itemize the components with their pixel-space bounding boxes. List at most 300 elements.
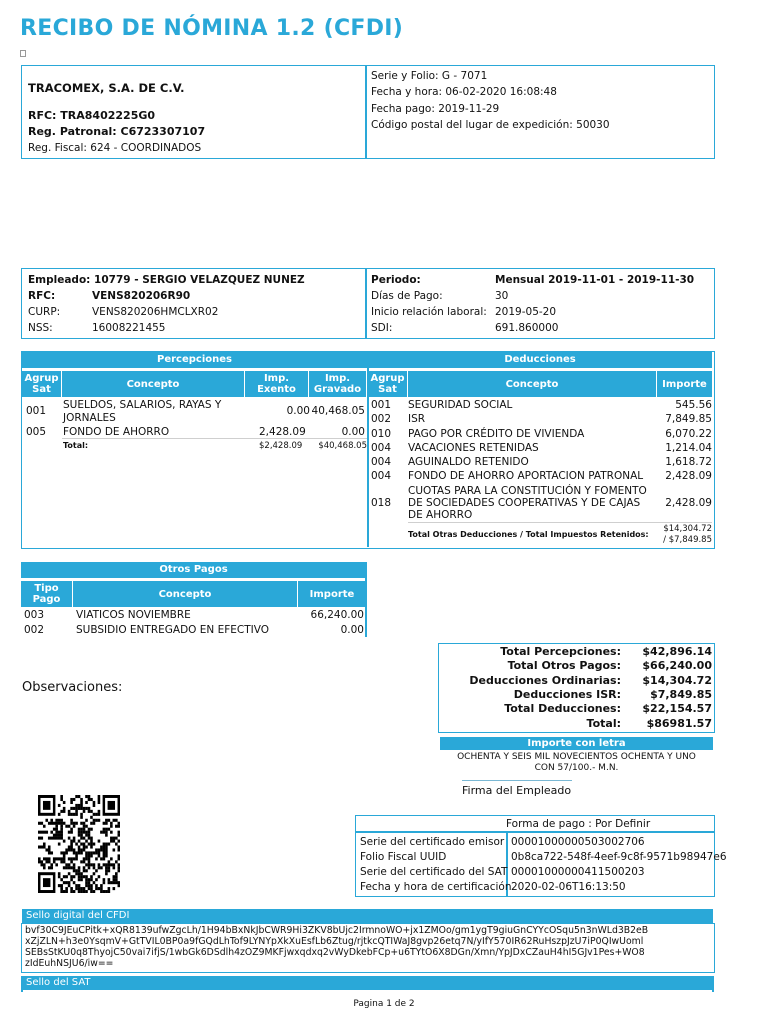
qr-module <box>68 837 71 840</box>
qr-module <box>38 857 41 860</box>
sello-cfdi-title: Sello digital del CFDI <box>26 910 130 921</box>
qr-module <box>78 866 81 869</box>
qr-module <box>115 819 118 822</box>
qr-module <box>83 837 86 840</box>
qr-module <box>98 887 101 890</box>
qr-module <box>85 890 88 893</box>
qr-module <box>60 834 63 837</box>
qr-module <box>88 860 91 863</box>
qr-module <box>110 825 113 828</box>
qr-module <box>60 795 63 798</box>
qr-module <box>88 834 91 837</box>
perc-row-1-agrup: 001 <box>26 405 47 417</box>
qr-module <box>78 845 81 848</box>
qr-module <box>83 810 86 813</box>
qr-module <box>98 798 101 801</box>
qr-module <box>80 801 83 804</box>
qr-module <box>75 822 78 825</box>
qr-module <box>90 828 93 831</box>
qr-module <box>63 875 66 878</box>
qr-module <box>98 819 101 822</box>
deduc-row-concepto: SEGURIDAD SOCIAL <box>408 399 513 411</box>
qr-module <box>108 878 111 881</box>
deduc-row-7-importe: 2,428.09 <box>665 497 712 509</box>
qr-module <box>45 848 48 851</box>
cert-row-1-label: Serie del certificado emisor <box>360 836 505 848</box>
qr-module <box>95 848 98 851</box>
qr-module <box>105 848 108 851</box>
qr-module <box>108 828 111 831</box>
cert-row-3-value: 00001000000411500203 <box>511 866 645 878</box>
qr-module <box>108 866 111 869</box>
qr-module <box>80 872 83 875</box>
nss-label: NSS: <box>28 322 53 334</box>
qr-module <box>63 840 66 843</box>
qr-module <box>75 810 78 813</box>
qr-module <box>73 825 76 828</box>
fecha-pago: Fecha pago: 2019-11-29 <box>371 103 500 115</box>
perc-total-label: Total: <box>63 441 89 450</box>
qr-module <box>73 881 76 884</box>
qr-module <box>98 813 101 816</box>
qr-module <box>83 845 86 848</box>
qr-module <box>60 822 63 825</box>
empleado-box <box>21 268 715 339</box>
otros-pagos-title: Otros Pagos <box>21 562 366 578</box>
qr-module <box>113 848 116 851</box>
qr-module <box>83 866 86 869</box>
otros-row-1-importe: 66,240.00 <box>310 609 364 621</box>
qr-module <box>65 890 68 893</box>
qr-module <box>98 801 101 804</box>
deduc-total-rule <box>408 522 712 523</box>
qr-module <box>70 798 73 801</box>
qr-module <box>65 863 68 866</box>
perc-row-2-concepto: FONDO DE AHORRO <box>63 426 170 438</box>
qr-module <box>78 887 81 890</box>
periodo-value: Mensual 2019-11-01 - 2019-11-30 <box>495 274 695 286</box>
qr-module <box>65 825 68 828</box>
qr-module <box>93 801 96 804</box>
perc-col-gravado: Imp. Gravado <box>309 371 367 397</box>
qr-module <box>85 831 88 834</box>
qr-module <box>80 822 83 825</box>
qr-module <box>80 804 83 807</box>
qr-module <box>95 869 98 872</box>
qr-module <box>55 863 58 866</box>
qr-module <box>60 890 63 893</box>
deduc-row-agrup: 010 <box>371 428 392 440</box>
qr-module <box>63 890 66 893</box>
qr-module <box>98 863 101 866</box>
qr-module <box>78 872 81 875</box>
otros-col-concepto: Concepto <box>73 581 298 607</box>
qr-module <box>88 807 91 810</box>
qr-module <box>78 807 81 810</box>
qr-module <box>78 869 81 872</box>
qr-module <box>113 881 116 884</box>
totales-value: $66,240.00 <box>642 659 712 673</box>
qr-module <box>98 854 101 857</box>
firma-line <box>462 780 572 781</box>
certificado-box <box>355 815 727 897</box>
qr-module <box>85 840 88 843</box>
qr-module <box>43 831 46 834</box>
qr-module <box>118 881 120 884</box>
qr-module <box>55 831 58 834</box>
qr-module <box>90 816 93 819</box>
qr-module <box>73 875 76 878</box>
qr-module <box>63 810 66 813</box>
qr-module <box>70 848 73 851</box>
qr-module <box>113 840 116 843</box>
qr-module <box>80 890 83 893</box>
qr-module <box>60 828 63 831</box>
qr-module <box>88 854 91 857</box>
deduc-row-importe: 7,849.85 <box>665 413 712 425</box>
qr-module <box>108 869 111 872</box>
qr-module <box>73 869 76 872</box>
qr-module <box>103 843 106 846</box>
qr-module <box>90 837 93 840</box>
qr-module <box>65 875 68 878</box>
qr-module <box>108 890 111 893</box>
perc-row-1-exento: 0.00 <box>286 405 310 417</box>
qr-module <box>85 854 88 857</box>
qr-module <box>105 854 108 857</box>
qr-module <box>40 845 43 848</box>
periodo-label: Periodo: <box>371 274 421 286</box>
deduc-row-importe: 545.56 <box>675 399 712 411</box>
sello-cfdi-header <box>22 909 713 923</box>
qr-module <box>115 878 118 881</box>
qr-module <box>70 807 73 810</box>
qr-module <box>93 872 96 875</box>
importe-letra-line1: OCHENTA Y SEIS MIL NOVECIENTOS OCHENTA Y UNO <box>457 752 696 762</box>
qr-module <box>118 845 120 848</box>
qr-module <box>60 887 63 890</box>
qr-module <box>53 828 56 831</box>
deduc-row-concepto: PAGO POR CRÉDITO DE VIVIENDA <box>408 428 585 440</box>
qr-module <box>63 851 66 854</box>
deduc-total-imp: / $7,849.85 <box>663 535 712 545</box>
qr-module <box>73 837 76 840</box>
qr-module <box>95 851 98 854</box>
qr-module <box>88 878 91 881</box>
totales-box <box>438 643 715 733</box>
qr-module <box>50 851 53 854</box>
qr-module <box>83 887 86 890</box>
cert-row-2-label: Folio Fiscal UUID <box>360 851 447 863</box>
qr-module <box>68 845 71 848</box>
qr-module <box>55 822 58 825</box>
perc-row-1-gravado: 40,468.05 <box>311 405 365 417</box>
qr-module <box>70 887 73 890</box>
qr-module <box>80 828 83 831</box>
qr-module <box>85 869 88 872</box>
perc-total-exento: $2,428.09 <box>259 441 303 451</box>
qr-module <box>110 881 113 884</box>
qr-module <box>113 887 116 890</box>
deduc-row-agrup: 004 <box>371 442 392 454</box>
qr-module <box>78 828 81 831</box>
curp-value: VENS820206HMCLXR02 <box>92 306 219 318</box>
qr-module <box>68 872 71 875</box>
qr-module <box>75 857 78 860</box>
deduc-row-concepto: ISR <box>408 413 426 425</box>
qr-module <box>115 872 118 875</box>
qr-module <box>80 887 83 890</box>
qr-module <box>55 825 58 828</box>
qr-module <box>115 843 118 846</box>
firma-label: Firma del Empleado <box>462 784 572 797</box>
qr-module <box>43 845 46 848</box>
qr-module <box>38 822 41 825</box>
qr-module <box>70 843 73 846</box>
qr-module <box>85 819 88 822</box>
qr-module <box>45 857 48 860</box>
qr-module <box>88 863 91 866</box>
deduc-row-7-line3: DE AHORRO <box>408 509 473 521</box>
qr-module <box>93 843 96 846</box>
qr-module <box>58 813 61 816</box>
qr-module <box>65 887 68 890</box>
qr-module <box>83 860 86 863</box>
qr-module <box>58 822 61 825</box>
codigo-postal: Código postal del lugar de expedición: 50030 <box>371 119 610 131</box>
qr-module <box>80 875 83 878</box>
qr-module <box>105 845 108 848</box>
qr-module <box>75 795 78 798</box>
totales-value: $14,304.72 <box>642 673 712 687</box>
qr-module <box>80 860 83 863</box>
qr-module <box>88 843 91 846</box>
qr-module <box>78 875 81 878</box>
qr-module <box>110 822 113 825</box>
qr-module <box>90 863 93 866</box>
qr-module <box>85 825 88 828</box>
qr-module <box>70 875 73 878</box>
deduc-row-agrup: 002 <box>371 413 392 425</box>
qr-module <box>118 825 120 828</box>
qr-module <box>103 822 106 825</box>
totales-value: $22,154.57 <box>642 702 712 716</box>
qr-module <box>93 804 96 807</box>
qr-module <box>88 881 91 884</box>
qr-module <box>60 819 63 822</box>
otros-row-2-tipo: 002 <box>24 624 45 636</box>
qr-module <box>73 890 76 893</box>
qr-module <box>118 869 120 872</box>
qr-module <box>90 887 93 890</box>
qr-module <box>68 810 71 813</box>
qr-module <box>63 881 66 884</box>
qr-module <box>38 831 41 834</box>
qr-module <box>98 866 101 869</box>
qr-module <box>83 857 86 860</box>
deduc-row-7-line2: DE SOCIEDADES COOPERATIVAS Y DE CAJAS <box>408 497 641 509</box>
totales-value: $42,896.14 <box>642 645 712 658</box>
qr-module <box>118 822 120 825</box>
qr-module <box>118 854 120 857</box>
qr-module <box>83 869 86 872</box>
qr-module <box>100 887 103 890</box>
qr-module <box>83 890 86 893</box>
qr-module <box>50 837 53 840</box>
otros-row-2-importe: 0.00 <box>340 624 364 636</box>
qr-module <box>105 831 108 834</box>
percepciones-title: Percepciones <box>22 352 367 368</box>
qr-module <box>70 845 73 848</box>
qr-module <box>95 887 98 890</box>
deduc-row-concepto: FONDO DE AHORRO APORTACION PATRONAL <box>408 470 644 482</box>
empleado-divider <box>365 269 367 338</box>
qr-module <box>93 851 96 854</box>
deduc-row-agrup: 004 <box>371 470 392 482</box>
qr-module <box>115 881 118 884</box>
totales-label: Deducciones ISR: <box>513 687 621 701</box>
qr-module <box>90 798 93 801</box>
totales-value: $7,849.85 <box>650 687 712 701</box>
qr-module <box>98 810 101 813</box>
qr-module <box>63 822 66 825</box>
qr-module <box>40 837 43 840</box>
qr-finder <box>108 801 115 810</box>
qr-module <box>88 837 91 840</box>
qr-module <box>85 845 88 848</box>
qr-module <box>100 831 103 834</box>
qr-module <box>118 857 120 860</box>
qr-module <box>75 813 78 816</box>
qr-module <box>90 810 93 813</box>
qr-module <box>103 851 106 854</box>
qr-module <box>65 881 68 884</box>
qr-module <box>103 848 106 851</box>
qr-module <box>78 884 81 887</box>
qr-module <box>38 837 41 840</box>
curp-label: CURP: <box>28 306 61 318</box>
qr-module <box>70 878 73 881</box>
qr-module <box>68 881 71 884</box>
qr-module <box>58 831 61 834</box>
totales-label: Total Percepciones: <box>500 645 621 658</box>
qr-module <box>100 884 103 887</box>
qr-module <box>85 851 88 854</box>
qr-module <box>113 863 116 866</box>
qr-module <box>63 801 66 804</box>
qr-module <box>75 872 78 875</box>
qr-module <box>70 819 73 822</box>
qr-finder <box>43 801 50 810</box>
qr-module <box>50 866 53 869</box>
nss-value: 16008221455 <box>92 322 166 334</box>
qr-module <box>105 819 108 822</box>
deduc-col-concepto: Concepto <box>408 371 657 397</box>
qr-module <box>90 851 93 854</box>
qr-module <box>60 831 63 834</box>
qr-module <box>68 848 71 851</box>
qr-module <box>80 843 83 846</box>
qr-module <box>118 866 120 869</box>
qr-module <box>90 875 93 878</box>
qr-module <box>103 881 106 884</box>
qr-module <box>95 878 98 881</box>
qr-module <box>65 851 68 854</box>
qr-module <box>70 813 73 816</box>
qr-module <box>105 822 108 825</box>
dias-label: Días de Pago: <box>371 290 443 302</box>
deduc-row-importe: 6,070.22 <box>665 428 712 440</box>
qr-module <box>108 843 111 846</box>
qr-module <box>63 807 66 810</box>
qr-module <box>105 890 108 893</box>
qr-module <box>45 819 48 822</box>
qr-module <box>70 866 73 869</box>
qr-module <box>70 801 73 804</box>
qr-module <box>73 848 76 851</box>
sello-sat-left <box>21 976 23 992</box>
qr-module <box>58 837 61 840</box>
qr-module <box>105 863 108 866</box>
perc-total-gravado: $40,468.05 <box>318 441 367 451</box>
page-number: Pagina 1 de 2 <box>353 999 415 1009</box>
qr-module <box>108 863 111 866</box>
qr-module <box>90 884 93 887</box>
qr-module <box>95 819 98 822</box>
perc-col-concepto: Concepto <box>62 371 245 397</box>
deduc-row-concepto: VACACIONES RETENIDAS <box>408 442 539 454</box>
deduc-col-agrup: Agrup Sat <box>368 371 408 397</box>
qr-module <box>70 840 73 843</box>
qr-module <box>73 822 76 825</box>
small-mark <box>20 50 26 57</box>
qr-module <box>63 854 66 857</box>
qr-module <box>70 828 73 831</box>
qr-module <box>63 866 66 869</box>
qr-module <box>73 798 76 801</box>
deduc-col-importe: Importe <box>657 371 712 397</box>
qr-module <box>88 798 91 801</box>
qr-module <box>103 857 106 860</box>
qr-module <box>103 845 106 848</box>
qr-module <box>75 807 78 810</box>
qr-module <box>40 860 43 863</box>
qr-module <box>93 890 96 893</box>
qr-finder <box>43 878 50 887</box>
qr-module <box>50 863 53 866</box>
qr-module <box>60 798 63 801</box>
qr-module <box>110 863 113 866</box>
qr-module <box>48 822 51 825</box>
qr-module <box>55 837 58 840</box>
qr-module <box>65 848 68 851</box>
qr-module <box>73 866 76 869</box>
qr-module <box>118 840 120 843</box>
qr-module <box>80 878 83 881</box>
qr-module <box>103 890 106 893</box>
qr-module <box>43 843 46 846</box>
qr-module <box>103 854 106 857</box>
qr-module <box>80 837 83 840</box>
qr-module <box>100 890 103 893</box>
qr-module <box>105 851 108 854</box>
qr-module <box>100 845 103 848</box>
qr-module <box>100 866 103 869</box>
otros-col-tipo: Tipo Pago <box>21 581 73 607</box>
qr-module <box>68 831 71 834</box>
qr-module <box>93 819 96 822</box>
perc-row-2-agrup: 005 <box>26 426 47 438</box>
